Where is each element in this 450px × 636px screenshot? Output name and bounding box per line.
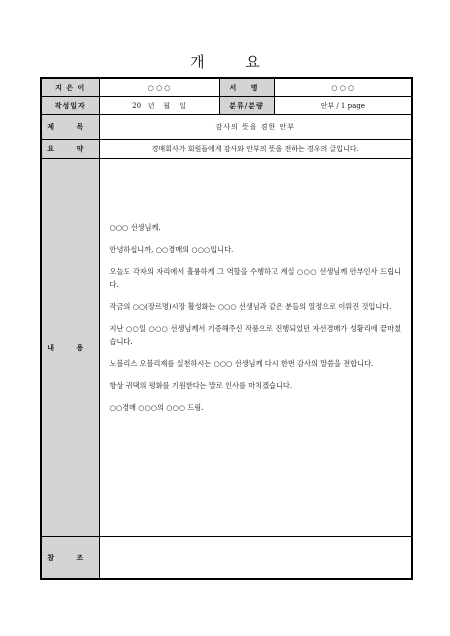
- subject-value: 감사의 뜻을 겸한 안부: [99, 115, 412, 140]
- content-paragraph: ○○경매 ○○○의 ○○○ 드림.: [109, 403, 204, 412]
- content-paragraph: 항상 귀댁의 평화를 기원한다는 말로 인사를 마치겠습니다.: [109, 381, 293, 390]
- content-paragraph: 안녕하십니까, ○○경매의 ○○○입니다.: [109, 245, 234, 254]
- content-paragraph: 오늘도 각자의 자리에서 훌륭하게 그 역할을 수행하고 계실 ○○○ 선생님께 안부인사 드립니다.: [109, 267, 401, 289]
- content-body: [99, 159, 412, 537]
- document-title: 개 요: [190, 53, 278, 71]
- content-paragraph: 지난 ○○일 ○○○ 선생님께서 기증해주신 작품으로 진행되었던 자선경매가 성황리에 끝마쳤습니다.: [109, 324, 401, 346]
- subject-label: 제 목: [41, 115, 99, 140]
- signature-label: 서 명: [219, 78, 274, 97]
- content-paragraph: 노블리스 오블리제를 실천하시는 ○○○ 선생님께 다시 한번 감사의 말씀을 전합니다.: [109, 359, 374, 368]
- summary-label: 요 약: [41, 140, 99, 159]
- content-paragraph: 작금의 ○○(장르명)시장 활성화는 ○○○ 선생님과 같은 분들의 열정으로 이뤄진 것입니다.: [109, 302, 392, 311]
- reference-value: [99, 537, 412, 580]
- summary-form: [40, 77, 413, 580]
- date-value: 20 년 월 일: [99, 97, 219, 115]
- reference-label: 참 조: [41, 537, 99, 580]
- summary-value: 경매회사가 회원들에게 감사와 안부의 뜻을 전하는 경우의 글입니다.: [99, 140, 412, 159]
- date-label: 작성일자: [41, 97, 99, 115]
- category-value: 안부 / 1 page: [274, 97, 412, 115]
- content-paragraph: ○○○ 선생님께.: [109, 223, 161, 232]
- signature-value: ○ ○ ○: [274, 78, 412, 97]
- author-value: ○ ○ ○: [99, 78, 219, 97]
- author-label: 지 은 이: [41, 78, 99, 97]
- category-label: 분류/분량: [219, 97, 274, 115]
- content-label: 내 용: [41, 159, 99, 537]
